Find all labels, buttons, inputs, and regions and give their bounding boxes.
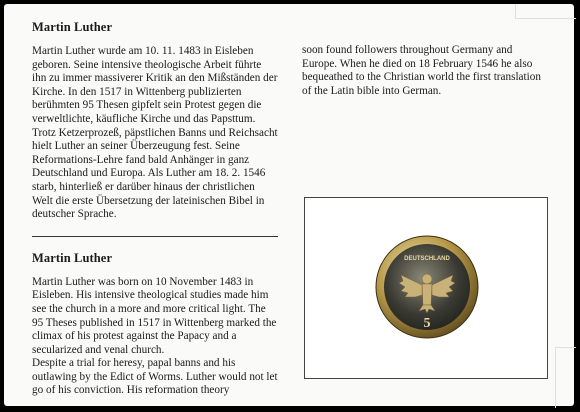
english-continuation: soon found followers throughout Germany and Europe. When he died on 18 February 1546 he also bequeathed to the Christian world the first translation of the Latin bible into German.: [302, 44, 541, 97]
german-paragraph-1: Martin Luther wurde am 10. 11. 1483 in Eisleben geboren. Seine intensive theologische Arbeit führte ihn zu immer massiverer Kritik an den Mißständen der Kirche. In den 1517 in Wittenberg publizierten berühmten 95 Thesen gipfelt sein Protest gegen die verweltlichte, käufliche Kirche und das Papsttum.: [32, 45, 278, 125]
section-divider: [32, 236, 278, 237]
coin-denomination: 5: [423, 316, 431, 331]
english-paragraph-2: Despite a trial for heresy, papal banns and his outlawing by the Edict of Worms. Luther would not let go of his conviction. His reformation theory: [32, 357, 278, 397]
english-title: Martin Luther: [32, 250, 113, 265]
envelope-flap-bottom-right: [555, 347, 576, 408]
right-column: [302, 44, 550, 98]
coin-frame: [304, 197, 548, 379]
left-column: [32, 20, 278, 398]
german-section: [32, 20, 278, 222]
coin-image: [375, 235, 479, 339]
german-paragraph-2: Trotz Ketzerprozeß, päpstlichen Banns und Reichsacht hielt Luther an seiner Überzeugung fest. Seine Reformations-Lehre fand bald Anhänger in ganz Deutschland und Europa. Als Luther am 18. 2. 1546 starb, hinterließ er darüber hinaus der christlichen Welt die erste Übersetzung der lateinischen Bibel in deutscher Sprache.: [32, 126, 278, 221]
envelope-flap-top-right: [515, 4, 576, 19]
english-paragraph-1: Martin Luther was born on 10 November 1483 in Eisleben. His intensive theological studies made him see the church in a more and more critical light. The 95 Theses published in 1517 in Wittenberg marked the climax of his protest against the Papacy and a secularized and venal church.: [32, 275, 277, 356]
german-title: Martin Luther: [32, 20, 113, 34]
english-section: [32, 251, 278, 398]
coin-inscription: DEUTSCHLAND: [404, 256, 450, 262]
